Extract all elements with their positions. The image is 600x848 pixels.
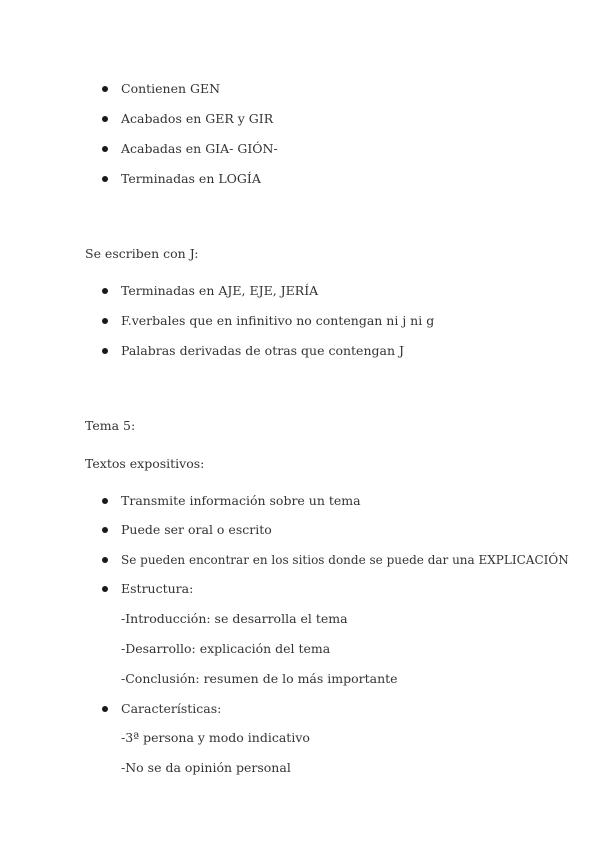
- bullet-icon: [102, 318, 108, 324]
- estructura-item-1: -Desarrollo: explicación del tema: [121, 641, 331, 656]
- bullet-icon: [102, 86, 108, 92]
- bullet-icon: [102, 586, 108, 592]
- list-item-text: Se pueden encontrar en los sitios donde se puede dar una EXPLICACIÓN: [121, 553, 569, 567]
- tema-heading: Tema 5:: [85, 418, 136, 433]
- list-item-g-3: [102, 171, 261, 187]
- list-item-text: Acabados en GER y GIR: [121, 111, 274, 126]
- list-item-j-2: [102, 343, 404, 359]
- list-item-text: Puede ser oral o escrito: [121, 522, 272, 537]
- caracteristicas-item-0: -3ª persona y modo indicativo: [121, 730, 310, 745]
- list-item-textos-2: [102, 552, 569, 568]
- caracteristicas-item-1: -No se da opinión personal: [121, 760, 291, 775]
- list-item-text: Contienen GEN: [121, 81, 221, 96]
- j-heading: Se escriben con J:: [85, 246, 199, 261]
- list-item-j-0: [102, 283, 318, 299]
- list-item-text: Acabadas en GIA- GIÓN-: [121, 141, 278, 156]
- list-item-textos-3: [102, 581, 193, 597]
- bullet-icon: [102, 348, 108, 354]
- estructura-item-0: -Introducción: se desarrolla el tema: [121, 611, 348, 626]
- bullet-icon: [102, 146, 108, 152]
- list-item-g-2: [102, 141, 278, 157]
- list-item-text: Transmite información sobre un tema: [121, 493, 361, 508]
- list-item-text: Estructura:: [121, 581, 194, 596]
- list-item-text: Características:: [121, 701, 222, 716]
- bullet-icon: [102, 557, 108, 563]
- list-item-g-0: [102, 81, 220, 97]
- bullet-icon: [102, 176, 108, 182]
- list-item-text: Palabras derivadas de otras que contengan J: [121, 343, 404, 358]
- list-item-g-1: [102, 111, 273, 127]
- bullet-icon: [102, 116, 108, 122]
- textos-heading: Textos expositivos:: [85, 456, 205, 471]
- bullet-icon: [102, 288, 108, 294]
- list-item-text: F.verbales que en infinitivo no contengan ni j ni g: [121, 313, 435, 328]
- bullet-icon: [102, 498, 108, 504]
- bullet-icon: [102, 706, 108, 712]
- list-item-j-1: [102, 313, 434, 329]
- list-item-textos-0: [102, 493, 361, 509]
- list-item-text: Terminadas en LOGÍA: [121, 171, 261, 186]
- list-item-text: Terminadas en AJE, EJE, JERÍA: [121, 283, 319, 298]
- list-item-caracteristicas: [102, 701, 221, 717]
- bullet-icon: [102, 527, 108, 533]
- estructura-item-2: -Conclusión: resumen de lo más importante: [121, 671, 398, 686]
- list-item-textos-1: [102, 522, 272, 538]
